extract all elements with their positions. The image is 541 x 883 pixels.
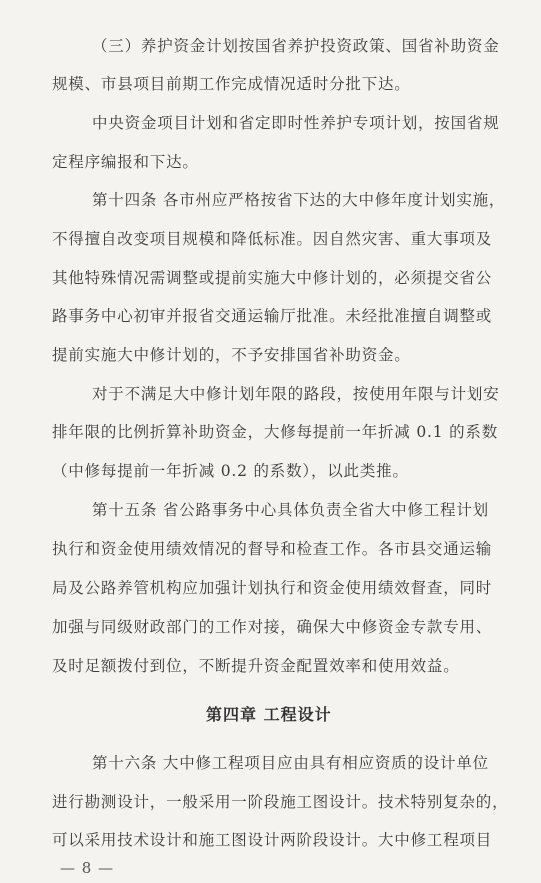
text-line: 及时足额拨付到位，不断提升资金配置效率和使用效益。 — [52, 657, 460, 675]
text-line: 不得擅自改变项目规模和降低标准。因自然灾害、重大事项及 — [52, 230, 493, 248]
page-number: — 8 — — [60, 859, 115, 877]
text-line: 加强与同级财政部门的工作对接，确保大中修资金专款专用、 — [52, 618, 493, 636]
text-line: 第十六条 大中修工程项目应由具有相应资质的设计单位 — [92, 754, 489, 772]
text-line: 可以采用技术设计和施工图设计两阶段设计。大中修工程项目 — [52, 831, 493, 849]
text-line: 定程序编报和下达。 — [52, 153, 199, 171]
text-line: （中修每提前一年折减 0.2 的系数），以此类推。 — [52, 462, 409, 480]
text-line: 执行和资金使用绩效情况的督导和检查工作。各市县交通运输 — [52, 540, 493, 558]
text-line: 第十五条 省公路事务中心具体负责全省大中修工程计划 — [92, 501, 489, 519]
text-line: 排年限的比例折算补助资金，大修每提前一年折减 0.1 的系数 — [52, 423, 499, 441]
text-line: （三）养护资金计划按国省养护投资政策、国省补助资金 — [92, 37, 500, 55]
text-line: 中央资金项目计划和省定即时性养护专项计划，按国省规 — [92, 114, 500, 132]
text-line: 第十四条 各市州应严格按省下达的大中修年度计划实施， — [92, 191, 506, 209]
text-line: 路事务中心初审并报省交通运输厅批准。未经批准擅自调整或 — [52, 307, 493, 325]
text-line: 局及公路养管机构应加强计划执行和资金使用绩效督查，同时 — [52, 579, 493, 597]
text-line: 进行勘测设计，一般采用一阶段施工图设计。技术特别复杂的， — [52, 793, 509, 811]
chapter-heading: 第四章 工程设计 — [206, 705, 332, 724]
text-line: 对于不满足大中修计划年限的路段，按使用年限与计划安 — [92, 385, 500, 403]
text-line: 提前实施大中修计划的，不予安排国省补助资金。 — [52, 346, 411, 364]
text-line: 规模、市县项目前期工作完成情况适时分批下达。 — [52, 75, 411, 93]
text-line: 其他特殊情况需调整或提前实施大中修计划的，必须提交省公 — [52, 269, 493, 287]
